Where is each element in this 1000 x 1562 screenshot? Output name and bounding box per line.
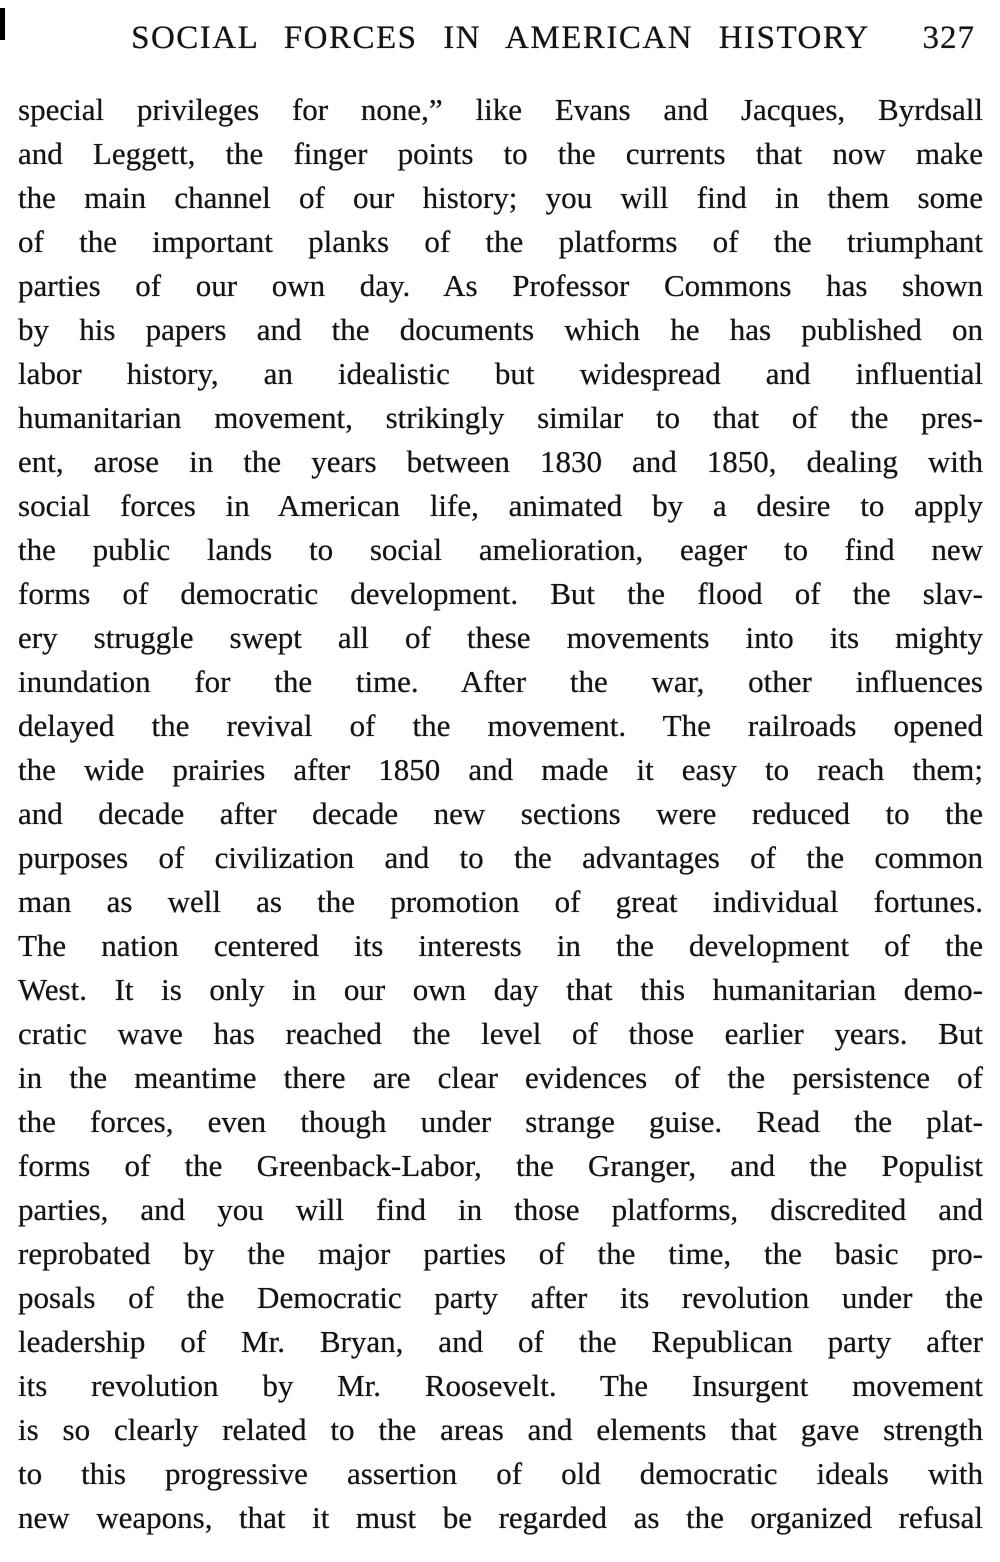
body-text — [18, 88, 983, 1540]
text-line: leadership of Mr. Bryan, and of the Republican party after — [18, 1324, 983, 1359]
scan-artifact-mark — [0, 8, 5, 40]
text-line: and Leggett, the finger points to the currents that now make — [18, 136, 983, 171]
text-line: is so clearly related to the areas and elements that gave strength — [18, 1412, 983, 1447]
text-line: labor history, an idealistic but widespread and influential — [18, 356, 983, 391]
text-line: West. It is only in our own day that this humanitarian demo- — [18, 972, 983, 1007]
text-line: reprobated by the major parties of the time, the basic pro- — [18, 1236, 983, 1271]
text-line: parties, and you will find in those platforms, discredited and — [18, 1192, 983, 1227]
text-line: ent, arose in the years between 1830 and 1850, dealing with — [18, 444, 983, 479]
text-line: in the meantime there are clear evidences of the persistence of — [18, 1060, 983, 1095]
text-line: inundation for the time. After the war, other influences — [18, 664, 983, 699]
text-line: The nation centered its interests in the development of the — [18, 928, 983, 963]
page-header — [18, 20, 983, 62]
text-line: cratic wave has reached the level of those earlier years. But — [18, 1016, 983, 1051]
text-line: posals of the Democratic party after its revolution under the — [18, 1280, 983, 1315]
text-line: ery struggle swept all of these movements into its mighty — [18, 620, 983, 655]
text-line: forms of the Greenback-Labor, the Granger, and the Populist — [18, 1148, 983, 1183]
text-line: by his papers and the documents which he has published on — [18, 312, 983, 347]
text-line: of the important planks of the platforms of the triumphant — [18, 224, 983, 259]
text-line: to this progressive assertion of old democratic ideals with — [18, 1456, 983, 1491]
text-line: new weapons, that it must be regarded as the organized refusal — [18, 1500, 983, 1535]
text-line: man as well as the promotion of great individual fortunes. — [18, 884, 983, 919]
text-line: the main channel of our history; you will find in them some — [18, 180, 983, 215]
text-line: forms of democratic development. But the flood of the slav- — [18, 576, 983, 611]
text-line: special privileges for none,” like Evans and Jacques, Byrdsall — [18, 92, 983, 127]
text-line: social forces in American life, animated by a desire to apply — [18, 488, 983, 523]
text-line: delayed the revival of the movement. The railroads opened — [18, 708, 983, 743]
page-number: 327 — [922, 20, 975, 56]
text-line: the public lands to social amelioration, eager to find new — [18, 532, 983, 567]
text-line: and decade after decade new sections were reduced to the — [18, 796, 983, 831]
text-line: humanitarian movement, strikingly similar to that of the pres- — [18, 400, 983, 435]
text-line: the forces, even though under strange guise. Read the plat- — [18, 1104, 983, 1139]
running-head-title: SOCIAL FORCES IN AMERICAN HISTORY — [131, 20, 870, 56]
text-line: the wide prairies after 1850 and made it easy to reach them; — [18, 752, 983, 787]
text-line: purposes of civilization and to the advantages of the common — [18, 840, 983, 875]
text-line: its revolution by Mr. Roosevelt. The Insurgent movement — [18, 1368, 983, 1403]
text-line: parties of our own day. As Professor Commons has shown — [18, 268, 983, 303]
